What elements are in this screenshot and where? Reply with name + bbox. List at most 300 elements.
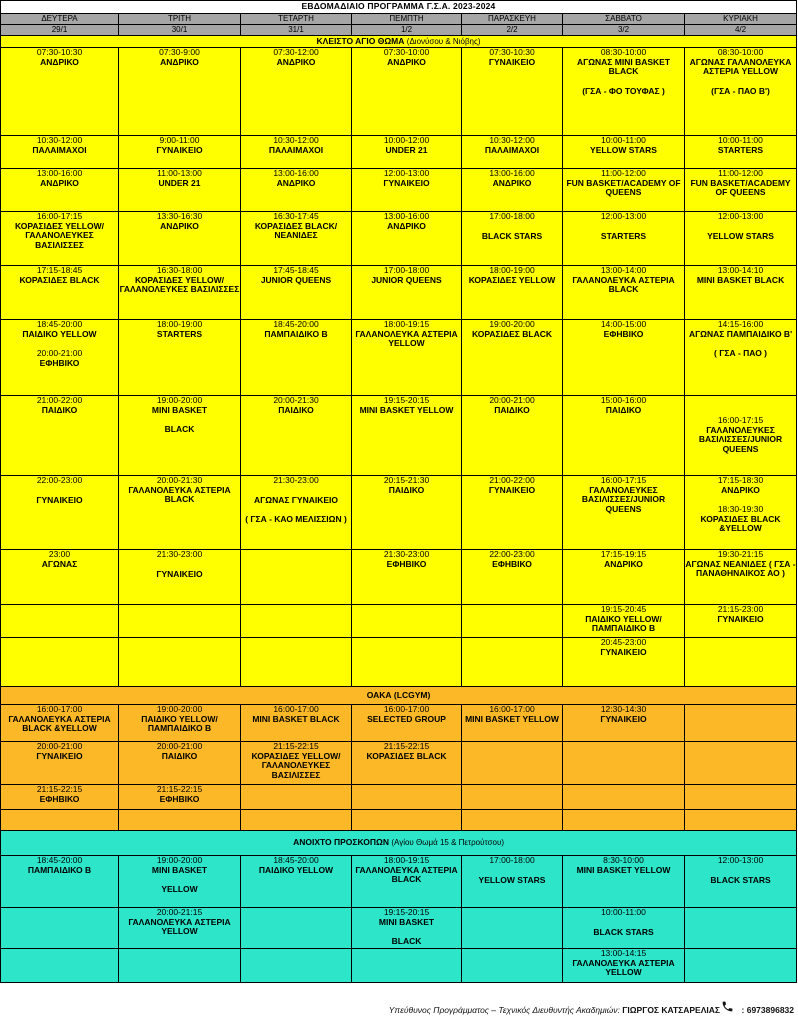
session-time: 10:00-11:00 bbox=[718, 135, 763, 145]
session-team: YELLOW STARS bbox=[590, 144, 657, 155]
session-time: 20:00-21:15 bbox=[156, 907, 203, 917]
session-time: 16:00-17:00 bbox=[273, 704, 319, 714]
schedule-cell bbox=[1, 908, 119, 949]
session-time: 13:00-16:00 bbox=[489, 168, 535, 178]
session-team: YELLOW STARS bbox=[478, 874, 546, 885]
schedule-cell bbox=[563, 136, 685, 169]
session-time: 18:45-20:00 bbox=[36, 855, 83, 865]
session-team: STARTERS bbox=[600, 230, 647, 241]
day-header: ΤΕΤΑΡΤΗ bbox=[241, 14, 352, 25]
schedule-cell bbox=[462, 810, 563, 831]
schedule-cell bbox=[119, 949, 241, 983]
schedule-cell bbox=[462, 396, 563, 476]
venue-header bbox=[1, 36, 797, 48]
session-time: 16:00-17:15 bbox=[36, 211, 83, 221]
session-team: ΓΑΛΑΝΟΛΕΥΚΑ ΑΣΤΕΡΙΑ BLACK bbox=[128, 484, 231, 504]
session-time: 19:00-20:00 bbox=[156, 395, 203, 405]
schedule-cell bbox=[685, 785, 797, 810]
cell-spacer bbox=[462, 866, 562, 876]
session-time: 13:00-16:00 bbox=[36, 168, 83, 178]
schedule-cell bbox=[462, 605, 563, 638]
session-time: 14:00-15:00 bbox=[600, 319, 647, 329]
schedule-cell bbox=[241, 476, 352, 550]
time-slot-row bbox=[1, 785, 797, 810]
session-team: (ΓΣΑ - ΠΑΟ Β') bbox=[711, 85, 770, 96]
schedule-cell bbox=[685, 169, 797, 212]
schedule-cell bbox=[352, 266, 462, 320]
session-team: MINI BASKET bbox=[151, 864, 208, 875]
venue-address: (Αγίου Θωμά 15 & Πετρούτσου) bbox=[391, 838, 504, 848]
session-team: ΑΝΔΡΙΚΟ bbox=[40, 177, 79, 188]
schedule-cell bbox=[352, 705, 462, 742]
time-slot-row bbox=[1, 856, 797, 908]
schedule-cell bbox=[1, 169, 119, 212]
schedule-cell bbox=[563, 476, 685, 550]
schedule-cell bbox=[685, 320, 797, 396]
day-header: ΠΕΜΠΤΗ bbox=[352, 14, 462, 25]
session-team: ΠΑΙΔΙΚΟ bbox=[494, 404, 530, 415]
title-row bbox=[1, 1, 797, 14]
session-team: ΚΟΡΑΣΙΔΕΣ YELLOW bbox=[468, 274, 556, 285]
session-time: 17:00-18:00 bbox=[383, 265, 430, 275]
session-team: ΓΑΛΑΝΟΛΕΥΚΑ ΑΣΤΕΡΙΑ BLACK &YELLOW bbox=[8, 713, 111, 733]
schedule-cell bbox=[563, 638, 685, 687]
session-team: ΠΑΙΔΙΚΟ bbox=[161, 750, 198, 761]
session-team: ΚΟΡΑΣΙΔΕΣ YELLOW/ ΓΑΛΑΝΟΛΕΥΚΕΣ ΒΑΣΙΛΙΣΣΕΣ bbox=[251, 750, 341, 780]
schedule-cell bbox=[685, 908, 797, 949]
session-team: ΑΓΩΝΑΣ ΓΑΛΑΝΟΛΕΥΚΑ ΑΣΤΕΡΙΑ YELLOW bbox=[689, 56, 792, 76]
session-team: ΓΥΝΑΙΚΕΙΟ bbox=[717, 613, 764, 624]
session-team: YELLOW bbox=[161, 884, 198, 894]
session-team: ΠΑΛΑΙΜΑΧΟΙ bbox=[32, 144, 87, 155]
session-time: 10:00-12:00 bbox=[383, 135, 430, 145]
session-time: 20:15-21:30 bbox=[383, 475, 430, 485]
schedule-cell bbox=[241, 705, 352, 742]
schedule-cell bbox=[1, 705, 119, 742]
schedule-cell bbox=[352, 742, 462, 785]
schedule-title: ΕΒΔΟΜΑΔΙΑΙΟ ΠΡΟΓΡΑΜΜΑ Γ.Σ.Α. 2023-2024 bbox=[1, 1, 797, 14]
session-team: ΚΟΡΑΣΙΔΕΣ BLACK bbox=[366, 750, 447, 761]
time-slot-row bbox=[1, 266, 797, 320]
schedule-cell bbox=[1, 48, 119, 136]
session-team: ΑΝΔΡΙΚΟ bbox=[604, 558, 643, 569]
schedule-cell bbox=[241, 908, 352, 949]
schedule-cell bbox=[685, 605, 797, 638]
schedule-cell bbox=[1, 949, 119, 983]
schedule-cell bbox=[563, 785, 685, 810]
session-time: 13:00-14:15 bbox=[600, 948, 647, 958]
schedule-cell bbox=[241, 605, 352, 638]
session-team: ΠΑΙΔΙΚΟ YELLOW/ ΠΑΜΠΑΙΔΙΚΟ Β bbox=[141, 713, 218, 733]
session-team: BLACK STARS bbox=[593, 926, 654, 937]
cell-spacer bbox=[685, 866, 796, 876]
time-slot-row bbox=[1, 605, 797, 638]
session-time: 17:45-18:45 bbox=[273, 265, 319, 275]
day-header: ΠΑΡΑΣΚΕΥΗ bbox=[462, 14, 563, 25]
session-time: 20:00-21:00 bbox=[489, 395, 535, 405]
session-team: FUN BASKET/ACADEMY OF QUEENS bbox=[566, 177, 681, 197]
session-time: 18:45-20:00 bbox=[273, 855, 319, 865]
day-header: ΚΥΡΙΑΚΗ bbox=[685, 14, 797, 25]
schedule-cell bbox=[462, 550, 563, 605]
schedule-cell bbox=[685, 136, 797, 169]
session-team: ΓΑΛΑΝΟΛΕΥΚΑ ΑΣΤΕΡΙΑ BLACK bbox=[355, 864, 458, 884]
session-team: ΠΑΙΔΙΚΟ bbox=[605, 404, 642, 415]
session-team: BLACK bbox=[164, 424, 195, 434]
schedule-cell bbox=[352, 949, 462, 983]
session-team: ΑΝΔΡΙΚΟ bbox=[276, 177, 316, 188]
session-team: STARTERS bbox=[717, 144, 764, 155]
schedule-cell bbox=[462, 212, 563, 266]
session-team: SELECTED GROUP bbox=[367, 713, 446, 724]
session-team: ΕΦΗΒΙΚΟ bbox=[492, 558, 532, 569]
schedule-cell bbox=[352, 856, 462, 908]
cell-spacer bbox=[241, 486, 351, 496]
schedule-cell bbox=[685, 742, 797, 785]
session-team: ΚΟΡΑΣΙΔΕΣ BLACK bbox=[19, 274, 100, 285]
session-team: ΚΟΡΑΣΙΔΕΣ BLACK &YELLOW bbox=[700, 513, 781, 533]
schedule-cell bbox=[685, 396, 797, 476]
time-slot-row bbox=[1, 320, 797, 396]
session-time: 18:45-20:00 bbox=[36, 319, 83, 329]
session-time: 14:15-16:00 bbox=[717, 319, 764, 329]
schedule-cell bbox=[563, 48, 685, 136]
session-team: ΕΦΗΒΙΚΟ bbox=[603, 328, 644, 339]
schedule-cell bbox=[241, 949, 352, 983]
schedule-cell bbox=[462, 949, 563, 983]
session-team: ΓΥΝΑΙΚΕΙΟ bbox=[488, 484, 536, 495]
session-team: ΚΟΡΑΣΙΔΕΣ YELLOW/ ΓΑΛΑΝΟΛΕΥΚΕΣ ΒΑΣΙΛΙΣΣΕΣ bbox=[119, 274, 240, 294]
schedule-cell bbox=[352, 48, 462, 136]
schedule-cell bbox=[685, 212, 797, 266]
schedule-cell bbox=[241, 742, 352, 785]
schedule-body bbox=[1, 1, 797, 983]
session-time: 16:30-17:45 bbox=[273, 211, 319, 221]
venue-name: ΑΝΟΙΧΤΟ ΠΡΟΣΚΟΠΩΝ bbox=[293, 837, 389, 848]
session-time: 18:00-19:00 bbox=[156, 319, 203, 329]
schedule-cell bbox=[241, 785, 352, 810]
venue-header bbox=[1, 831, 797, 856]
schedule-cell bbox=[685, 810, 797, 831]
session-time: 21:00-22:00 bbox=[489, 475, 535, 485]
schedule-cell bbox=[241, 550, 352, 605]
time-slot-row bbox=[1, 212, 797, 266]
schedule-cell bbox=[352, 396, 462, 476]
session-team: ΠΑΙΔΙΚΟ bbox=[388, 484, 425, 495]
session-time: 21:30-23:00 bbox=[156, 549, 203, 559]
session-time: 13:30-16:30 bbox=[156, 211, 203, 221]
venue-header-row bbox=[1, 687, 797, 705]
session-time: 16:00-17:00 bbox=[36, 704, 83, 714]
session-team: ΓΑΛΑΝΟΛΕΥΚΑ ΑΣΤΕΡΙΑ YELLOW bbox=[128, 916, 231, 936]
schedule-cell bbox=[563, 212, 685, 266]
schedule-cell bbox=[119, 396, 241, 476]
session-time: 21:15-22:15 bbox=[273, 741, 319, 751]
session-team: ΑΓΩΝΑΣ ΝΕΑΝΙΔΕΣ ( ΓΣΑ - ΠΑΝΑΘΗΝΑΙΚΟΣ ΑΟ ) bbox=[685, 558, 796, 578]
day-header: ΤΡΙΤΗ bbox=[119, 14, 241, 25]
session-team: ΑΝΔΡΙΚΟ bbox=[40, 56, 79, 67]
schedule-cell bbox=[563, 705, 685, 742]
schedule-cell bbox=[119, 605, 241, 638]
session-time: 17:15-18:45 bbox=[36, 265, 83, 275]
schedule-cell bbox=[119, 550, 241, 605]
session-time: 22:00-23:00 bbox=[489, 549, 535, 559]
session-time: 9:00-11:00 bbox=[159, 135, 200, 145]
session-time: 17:15-18:30 bbox=[717, 475, 764, 485]
session-team: YELLOW STARS bbox=[707, 230, 774, 241]
schedule-cell bbox=[241, 212, 352, 266]
session-team: (ΓΣΑ - ΦΟ ΤΟΥΦΑΣ ) bbox=[582, 85, 665, 96]
schedule-cell bbox=[563, 908, 685, 949]
session-team: MINI BASKET bbox=[151, 404, 208, 415]
cell-spacer bbox=[563, 77, 684, 87]
date-header: 4/2 bbox=[685, 25, 797, 36]
schedule-cell bbox=[1, 396, 119, 476]
session-team: ΠΑΛΑΙΜΑΧΟΙ bbox=[268, 144, 324, 155]
date-header: 1/2 bbox=[352, 25, 462, 36]
session-team: ΠΑΙΔΙΚΟ YELLOW bbox=[22, 328, 97, 339]
footer-phone: : 6973896832 bbox=[741, 1005, 794, 1015]
session-time: 11:00-13:00 bbox=[157, 168, 202, 178]
session-time: 17:15-19:15 bbox=[600, 549, 647, 559]
session-time: 20:00-21:00 bbox=[156, 741, 203, 751]
session-time: 10:30-12:00 bbox=[36, 135, 83, 145]
schedule-cell bbox=[119, 856, 241, 908]
schedule-cell bbox=[1, 266, 119, 320]
schedule-cell bbox=[241, 266, 352, 320]
schedule-cell bbox=[685, 949, 797, 983]
schedule-cell bbox=[1, 810, 119, 831]
session-time: 10:30-12:00 bbox=[273, 135, 319, 145]
session-team: ΑΝΔΡΙΚΟ bbox=[387, 56, 426, 67]
session-time: 13:00-16:00 bbox=[383, 211, 430, 221]
session-team: ΕΦΗΒΙΚΟ bbox=[39, 793, 80, 804]
session-team: JUNIOR QUEENS bbox=[260, 274, 332, 285]
schedule-cell bbox=[352, 476, 462, 550]
schedule-cell bbox=[241, 810, 352, 831]
schedule-cell bbox=[1, 742, 119, 785]
schedule-cell bbox=[119, 638, 241, 687]
session-team: MINI BASKET BLACK bbox=[252, 713, 340, 724]
session-time: 08:30-10:00 bbox=[717, 47, 764, 57]
session-team: ΚΟΡΑΣΙΔΕΣ YELLOW/ ΓΑΛΑΝΟΛΕΥΚΕΣ ΒΑΣΙΛΙΣΣΕΣ bbox=[15, 220, 104, 250]
session-team: ( ΓΣΑ - ΚΑΟ ΜΕΛΙΣΣΙΩΝ ) bbox=[245, 514, 347, 524]
venue-name: ΟΑΚΑ (LCGYM) bbox=[366, 689, 431, 700]
schedule-cell bbox=[241, 856, 352, 908]
schedule-cell bbox=[563, 169, 685, 212]
session-team: BLACK STARS bbox=[481, 230, 543, 241]
session-team: ΕΦΗΒΙΚΟ bbox=[159, 793, 200, 804]
session-team: MINI BASKET YELLOW bbox=[576, 864, 671, 875]
schedule-cell bbox=[1, 856, 119, 908]
session-time: 21:30-23:00 bbox=[273, 475, 319, 485]
session-time: 18:30-19:30 bbox=[717, 504, 764, 514]
schedule-cell bbox=[352, 785, 462, 810]
schedule-cell bbox=[462, 908, 563, 949]
schedule-cell bbox=[462, 705, 563, 742]
schedule-cell bbox=[241, 396, 352, 476]
footer bbox=[0, 996, 796, 1022]
schedule-cell bbox=[685, 266, 797, 320]
footer-text bbox=[389, 1005, 720, 1015]
session-time: 16:00-17:15 bbox=[600, 475, 647, 485]
session-team: ΠΑΜΠΑΙΔΙΚΟ Β bbox=[264, 328, 328, 339]
schedule-cell bbox=[352, 605, 462, 638]
session-time: 20:00-21:30 bbox=[273, 395, 319, 405]
session-team: ΓΑΛΑΝΟΛΕΥΚΑ ΑΣΤΕΡΙΑ BLACK bbox=[572, 274, 675, 294]
session-time: 07:30-12:00 bbox=[273, 47, 319, 57]
session-team: ΚΟΡΑΣΙΔΕΣ BLACK/ ΝΕΑΝΙΔΕΣ bbox=[254, 220, 338, 240]
session-team: ( ΓΣΑ - ΠΑΟ ) bbox=[714, 348, 767, 358]
schedule-cell bbox=[352, 320, 462, 396]
session-time: 19:30-21:15 bbox=[717, 549, 764, 559]
session-time: 18:00-19:15 bbox=[383, 319, 430, 329]
schedule-cell bbox=[1, 476, 119, 550]
schedule-cell bbox=[462, 856, 563, 908]
time-slot-row bbox=[1, 810, 797, 831]
session-team: ΑΝΔΡΙΚΟ bbox=[387, 220, 426, 231]
schedule-cell bbox=[352, 908, 462, 949]
session-team: MINI BASKET YELLOW bbox=[465, 713, 559, 724]
time-slot-row bbox=[1, 742, 797, 785]
schedule-cell bbox=[119, 320, 241, 396]
schedule-cell bbox=[462, 266, 563, 320]
session-team: ΓΑΛΑΝΟΛΕΥΚΑ ΑΣΤΕΡΙΑ YELLOW bbox=[572, 957, 675, 977]
session-time: 13:00-16:00 bbox=[273, 168, 319, 178]
schedule-cell bbox=[119, 705, 241, 742]
schedule-cell bbox=[119, 266, 241, 320]
schedule-cell bbox=[119, 742, 241, 785]
schedule-cell bbox=[462, 476, 563, 550]
phone-icon bbox=[721, 999, 734, 1014]
schedule-cell bbox=[352, 136, 462, 169]
venue-header-row bbox=[1, 831, 797, 856]
session-team: STARTERS bbox=[156, 328, 203, 339]
session-time: 16:30-18:00 bbox=[156, 265, 203, 275]
schedule-cell bbox=[563, 949, 685, 983]
schedule-cell bbox=[241, 136, 352, 169]
session-time: 21:30-23:00 bbox=[383, 549, 430, 559]
cell-spacer bbox=[563, 918, 684, 928]
schedule-cell bbox=[352, 550, 462, 605]
day-header: ΔΕΥΤΕΡΑ bbox=[1, 14, 119, 25]
session-time: 17:00-18:00 bbox=[489, 855, 535, 865]
session-time: 12:30-14:30 bbox=[600, 704, 647, 714]
session-team: ΓΥΝΑΙΚΕΙΟ bbox=[36, 750, 83, 761]
session-team: ΓΥΝΑΙΚΕΙΟ bbox=[156, 568, 203, 579]
session-time: 13:00-14:10 bbox=[717, 265, 764, 275]
venue-address: (Διονύσου & Νιόβης) bbox=[406, 36, 481, 46]
session-team: ΓΥΝΑΙΚΕΙΟ bbox=[488, 56, 536, 67]
venue-header-row bbox=[1, 36, 797, 48]
schedule-cell bbox=[119, 136, 241, 169]
session-team: ΠΑΙΔΙΚΟ bbox=[41, 404, 78, 415]
session-team: ΑΝΔΡΙΚΟ bbox=[492, 177, 532, 188]
schedule-cell bbox=[241, 48, 352, 136]
venue-name: ΚΛΕΙΣΤΟ ΑΓΙΟ ΘΩΜΑ bbox=[316, 35, 405, 46]
schedule-cell bbox=[119, 48, 241, 136]
cell-spacer bbox=[685, 222, 796, 232]
time-slot-row bbox=[1, 550, 797, 605]
session-team: ΓΥΝΑΙΚΕΙΟ bbox=[600, 646, 647, 657]
session-team: ΠΑΙΔΙΚΟ YELLOW/ ΠΑΜΠΑΙΔΙΚΟ Β bbox=[585, 613, 662, 633]
session-team: UNDER 21 bbox=[158, 177, 201, 188]
session-team: UNDER 21 bbox=[385, 144, 428, 155]
session-time: 17:00-18:00 bbox=[489, 211, 535, 221]
cell-spacer bbox=[685, 396, 796, 406]
session-time: 19:15-20:45 bbox=[600, 604, 647, 614]
time-slot-row bbox=[1, 705, 797, 742]
session-team: ΑΓΩΝΑΣ ΓΥΝΑΙΚΕΙΟ bbox=[254, 494, 338, 505]
schedule-cell bbox=[119, 476, 241, 550]
session-team: ΚΟΡΑΣΙΔΕΣ BLACK bbox=[472, 328, 552, 339]
session-time: 11:00-12:00 bbox=[601, 168, 646, 178]
date-header: 29/1 bbox=[1, 25, 119, 36]
session-time: 20:00-21:00 bbox=[36, 741, 83, 751]
day-header-row bbox=[1, 14, 797, 25]
date-header: 3/2 bbox=[563, 25, 685, 36]
schedule-cell bbox=[352, 212, 462, 266]
time-slot-row bbox=[1, 396, 797, 476]
session-time: 21:15-22:15 bbox=[156, 784, 203, 794]
schedule-cell bbox=[241, 320, 352, 396]
time-slot-row bbox=[1, 169, 797, 212]
session-time: 19:00-20:00 bbox=[156, 704, 203, 714]
schedule-cell bbox=[563, 266, 685, 320]
schedule-cell bbox=[1, 785, 119, 810]
time-slot-row bbox=[1, 949, 797, 983]
session-team: ΑΝΔΡΙΚΟ bbox=[160, 220, 199, 231]
time-slot-row bbox=[1, 476, 797, 550]
session-time: 23:00 bbox=[48, 549, 71, 559]
schedule-cell bbox=[462, 638, 563, 687]
cell-spacer bbox=[1, 486, 118, 496]
schedule-cell bbox=[563, 742, 685, 785]
session-time: 18:00-19:15 bbox=[383, 855, 430, 865]
session-time: 20:00-21:30 bbox=[156, 475, 203, 485]
session-time: 08:30-10:00 bbox=[600, 47, 647, 57]
session-time: 18:00-19:00 bbox=[489, 265, 535, 275]
schedule-cell bbox=[563, 550, 685, 605]
session-team: ΕΦΗΒΙΚΟ bbox=[386, 558, 427, 569]
schedule-cell bbox=[1, 320, 119, 396]
session-team: ΠΑΙΔΙΚΟ bbox=[278, 404, 314, 415]
schedule-cell bbox=[1, 550, 119, 605]
session-team: ΑΝΔΡΙΚΟ bbox=[160, 56, 199, 67]
time-slot-row bbox=[1, 638, 797, 687]
schedule-cell bbox=[685, 856, 797, 908]
session-time: 22:00-23:00 bbox=[36, 475, 83, 485]
date-header: 31/1 bbox=[241, 25, 352, 36]
schedule-cell bbox=[352, 169, 462, 212]
footer-role: Υπεύθυνος Προγράμματος – Τεχνικός Διευθυντής Ακαδημιών: bbox=[388, 1005, 620, 1015]
date-header-row bbox=[1, 25, 797, 36]
session-team: BLACK STARS bbox=[710, 874, 771, 885]
session-time: 10:00-11:00 bbox=[601, 907, 646, 917]
schedule-cell bbox=[685, 550, 797, 605]
session-time: 12:00-13:00 bbox=[600, 211, 647, 221]
session-team: ΕΦΗΒΙΚΟ bbox=[39, 357, 80, 368]
venue-header bbox=[1, 687, 797, 705]
session-team: MINI BASKET YELLOW bbox=[359, 404, 454, 415]
session-time: 20:00-21:00 bbox=[36, 348, 83, 358]
session-time: 10:30-12:00 bbox=[489, 135, 535, 145]
session-team: ΠΑΜΠΑΙΔΙΚΟ Β bbox=[27, 864, 92, 875]
session-team: ΠΑΙΔΙΚΟ YELLOW bbox=[258, 864, 334, 875]
session-team: ΑΝΔΡΙΚΟ bbox=[276, 56, 316, 67]
session-time: 21:15-22:15 bbox=[383, 741, 430, 751]
time-slot-row bbox=[1, 136, 797, 169]
